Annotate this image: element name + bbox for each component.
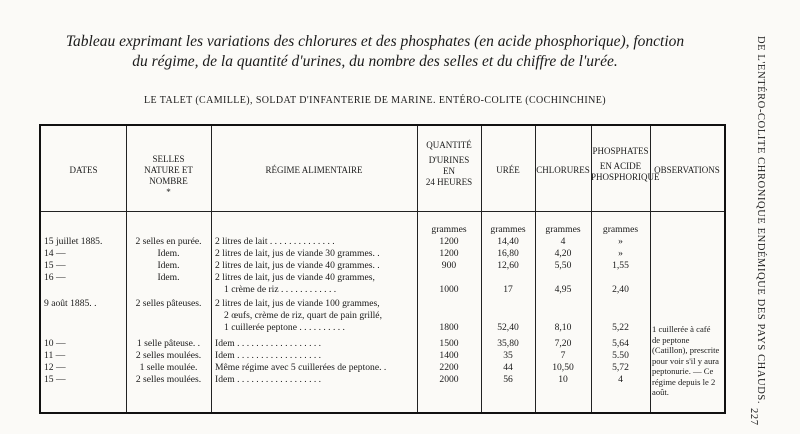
cell-chlorures: 8,10 [554, 322, 572, 333]
cell-regime: Idem . . . . . . . . . . . . . . . . . . [215, 374, 322, 385]
cell-selles: 2 selles moulées. [135, 350, 202, 361]
header-phosphates [591, 146, 660, 183]
header-chlorures: CHLORURES [536, 165, 590, 175]
cell-phosphates: 5,72 [612, 362, 629, 373]
header-phosphates-1: PHOSPHATES [592, 146, 649, 156]
header-quantite [417, 140, 481, 188]
header-phosphates-2: EN ACIDE [599, 161, 642, 171]
header-dates: DATES [69, 165, 98, 175]
data-table [39, 124, 726, 414]
running-header [744, 36, 766, 426]
cell-chlorures: 4,95 [554, 284, 572, 295]
cell-quantite: 2000 [439, 374, 459, 385]
cell-quantite: 1200 [439, 236, 459, 247]
cell-selles: Idem. [157, 248, 180, 259]
cell-quantite: 1500 [439, 338, 459, 349]
cell-date: 15 juillet 1885. [44, 236, 103, 247]
cell-date: 14 — [44, 248, 66, 259]
cell-selles: 2 selles pâteuses. [135, 298, 202, 309]
observation-note: 1 cuillerée à café de peptone (Catillon), prescrite pour voir s'il y aura peptonurie. — Ce régime depuis le 2 août. [652, 324, 720, 397]
cell-selles: Idem. [157, 272, 180, 283]
cell-uree: 16,80 [497, 248, 519, 259]
cell-date: 11 — [44, 350, 66, 361]
cell-date: 10 — [44, 338, 66, 349]
unit-chlorures: grammes [545, 224, 581, 235]
header-phosphates-3: PHOSPHORIQUE [591, 172, 660, 182]
cell-selles: Idem. [157, 260, 180, 271]
header-selles-mark: * [166, 187, 171, 197]
header-quantite-4: 24 HEURES [425, 177, 473, 187]
patient-subtitle: LE TALET (CAMILLE), SOLDAT D'INFANTERIE DE MARINE. ENTÉRO-COLITE (COCHINCHINE) [144, 95, 606, 106]
cell-date: 16 — [44, 272, 66, 283]
header-observations: OBSERVATIONS [654, 165, 720, 175]
cell-chlorures: 5,50 [554, 260, 572, 271]
cell-uree: 56 [503, 374, 513, 385]
cell-chlorures: 7 [560, 350, 566, 361]
header-quantite-3: EN [443, 166, 455, 176]
cell-quantite: 1400 [439, 350, 459, 361]
cell-date: 15 — [44, 374, 66, 385]
cell-regime: 2 litres de lait . . . . . . . . . . . . . . [215, 236, 335, 247]
cell-quantite: 1800 [439, 322, 459, 333]
cell-regime: Même régime avec 5 cuillerées de peptone. . [215, 362, 387, 373]
cell-quantite: 1000 [439, 284, 459, 295]
header-selles-sub: NATURE ET NOMBRE [144, 165, 193, 186]
cell-quantite: 2200 [439, 362, 459, 373]
cell-chlorures: 7,20 [554, 338, 572, 349]
header-rule [41, 211, 724, 212]
cell-regime: Idem . . . . . . . . . . . . . . . . . . [215, 350, 322, 361]
cell-selles: 2 selles moulées. [135, 374, 202, 385]
cell-phosphates: 2,40 [612, 284, 629, 295]
title-line-2: du régime, de la quantité d'urines, du nombre des selles et du chiffre de l'urée. [132, 53, 618, 70]
cell-selles: 2 selles en purée. [135, 236, 202, 247]
cell-date: 12 — [44, 362, 66, 373]
cell-regime: 2 litres de lait, jus de viande 30 grammes. . [215, 248, 380, 259]
cell-uree: 14,40 [497, 236, 519, 247]
cell-phosphates: 5,22 [612, 322, 629, 333]
cell-quantite: 1200 [439, 248, 459, 259]
cell-phosphates: 1,55 [612, 260, 629, 271]
title-line-1: Tableau exprimant les variations des chlorures et des phosphates (en acide phosphorique), fonction [65, 33, 685, 50]
cell-uree: 44 [503, 362, 513, 373]
cell-regime: 1 cuillerée peptone . . . . . . . . . . [224, 322, 345, 333]
cell-regime: 2 litres de lait, jus de viande 40 grammes, [215, 272, 375, 283]
unit-quantite: grammes [431, 224, 467, 235]
header-quantite-1: QUANTITÉ [426, 140, 472, 150]
header-uree: URÉE [496, 165, 520, 175]
cell-uree: 35 [503, 350, 513, 361]
cell-quantite: 900 [441, 260, 457, 271]
cell-selles: 1 selle moulée. [139, 362, 198, 373]
cell-chlorures: 10,50 [552, 362, 574, 373]
cell-regime: 1 crème de riz . . . . . . . . . . . . [224, 284, 337, 295]
header-selles-label: SELLES [152, 154, 185, 164]
running-header-text: DE L'ENTÉRO-COLITE CHRONIQUE ENDÉMIQUE DES PAYS CHAUDS. [755, 36, 766, 405]
cell-selles: 1 selle pâteuse. . [136, 338, 201, 349]
cell-date: 9 août 1885. . [44, 298, 97, 309]
cell-regime: Idem . . . . . . . . . . . . . . . . . . [215, 338, 322, 349]
cell-phosphates: 5,64 [612, 338, 629, 349]
cell-regime: 2 litres de lait, jus de viande 100 grammes, [215, 298, 380, 309]
cell-chlorures: 10 [558, 374, 568, 385]
cell-date: 15 — [44, 260, 66, 271]
table-title [30, 32, 720, 72]
cell-phosphates: 4 [618, 374, 623, 385]
unit-phosphates: grammes [602, 224, 639, 235]
cell-regime: 2 œufs, crème de riz, quart de pain grillé, [224, 310, 382, 321]
cell-uree: 35,80 [497, 338, 519, 349]
header-selles [126, 154, 211, 198]
header-quantite-2: D'URINES [428, 155, 470, 165]
cell-uree: 52,40 [497, 322, 519, 333]
cell-chlorures: 4 [560, 236, 566, 247]
cell-uree: 12,60 [497, 260, 519, 271]
header-regime: RÉGIME ALIMENTAIRE [265, 165, 363, 175]
cell-phosphates: 5.50 [612, 350, 629, 361]
cell-regime: 2 litres de lait, jus de viande 40 grammes. . [215, 260, 380, 271]
cell-phosphates: » [618, 248, 623, 259]
cell-chlorures: 4,20 [554, 248, 572, 259]
unit-uree: grammes [490, 224, 526, 235]
cell-phosphates: » [618, 236, 623, 247]
page-number: 227 [748, 408, 759, 426]
cell-uree: 17 [503, 284, 513, 295]
